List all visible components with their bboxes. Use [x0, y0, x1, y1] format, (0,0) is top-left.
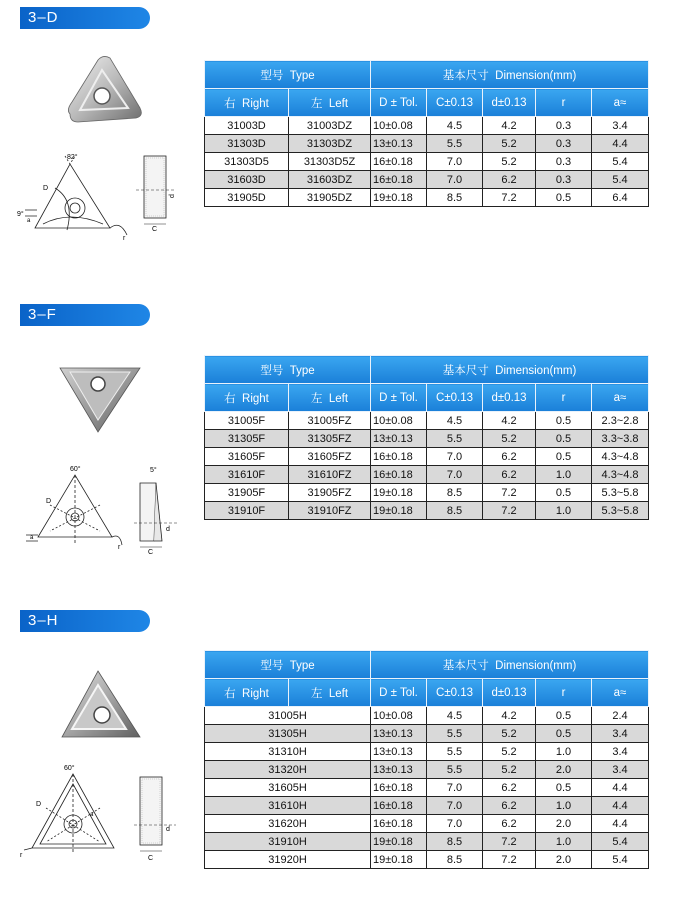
cell: 8.5	[427, 502, 483, 520]
cell: 7.0	[427, 779, 483, 797]
c-label: C	[148, 549, 154, 555]
table-row	[205, 851, 649, 869]
d-label: d	[166, 526, 170, 533]
col-a-header: a≈	[592, 384, 649, 412]
cell: 5.2	[483, 743, 536, 761]
col-r-header: r	[536, 679, 592, 707]
cell: 0.5	[536, 448, 592, 466]
cell: 5.5	[427, 761, 483, 779]
left-header: 左 Left	[289, 89, 371, 117]
cell: 7.0	[427, 171, 483, 189]
table-row	[205, 484, 649, 502]
cell: 4.4	[592, 815, 649, 833]
cell: 10±0.08	[371, 707, 427, 725]
col-a-header: a≈	[592, 679, 649, 707]
cell: 31303DZ	[289, 135, 371, 153]
cell: 19±0.18	[371, 189, 427, 207]
cell: 7.0	[427, 466, 483, 484]
spec-table-3d	[204, 60, 649, 207]
cell: 3.3~3.8	[592, 430, 649, 448]
cell: 4.3~4.8	[592, 448, 649, 466]
cell: 31910FZ	[289, 502, 371, 520]
dimension-header: 基本尺寸 Dimension(mm)	[371, 651, 649, 679]
cell: 31305H	[205, 725, 371, 743]
right-header: 右 Right	[205, 384, 289, 412]
cell: 5.2	[483, 153, 536, 171]
cell: 5.5	[427, 725, 483, 743]
col-c-header: C±0.13	[427, 89, 483, 117]
cell: 3.4	[592, 761, 649, 779]
left-header: 左 Left	[289, 384, 371, 412]
section-3h	[0, 605, 675, 899]
cell: 7.2	[483, 189, 536, 207]
cell: 5.2	[483, 430, 536, 448]
cell: 4.4	[592, 135, 649, 153]
cell: 6.2	[483, 171, 536, 189]
cell: 31610H	[205, 797, 371, 815]
col-dd-header: d±0.13	[483, 89, 536, 117]
cell: 31620H	[205, 815, 371, 833]
cell: 4.3~4.8	[592, 466, 649, 484]
cell: 31610F	[205, 466, 289, 484]
spec-table-3f	[204, 355, 649, 520]
cell: 3.4	[592, 743, 649, 761]
cell: 31605F	[205, 448, 289, 466]
r-label: r	[123, 235, 126, 242]
type-header: 型号 Type	[205, 61, 371, 89]
table-row	[205, 135, 649, 153]
r-label: r	[118, 544, 121, 551]
cell: 16±0.18	[371, 171, 427, 189]
col-d-header: D ± Tol.	[371, 384, 427, 412]
cell: 13±0.13	[371, 725, 427, 743]
a-label: a	[27, 218, 31, 224]
section-tag: 3–F	[20, 304, 150, 326]
cell: 1.0	[536, 833, 592, 851]
cell: 4.5	[427, 412, 483, 430]
cell: 31005FZ	[289, 412, 371, 430]
dimension-header: 基本尺寸 Dimension(mm)	[371, 61, 649, 89]
table-row	[205, 448, 649, 466]
cell: 0.5	[536, 189, 592, 207]
cell: 6.2	[483, 466, 536, 484]
cell: 4.2	[483, 117, 536, 135]
r-label: r	[20, 852, 23, 859]
cell: 7.2	[483, 502, 536, 520]
table-row	[205, 815, 649, 833]
cell: 1.0	[536, 743, 592, 761]
cell: 13±0.13	[371, 430, 427, 448]
cell: 6.2	[483, 797, 536, 815]
diameter-label: D	[46, 498, 52, 505]
table-row	[205, 833, 649, 851]
cell: 5.5	[427, 135, 483, 153]
cell: 0.5	[536, 412, 592, 430]
cell: 31005H	[205, 707, 371, 725]
cell: 2.3~2.8	[592, 412, 649, 430]
col-r-header: r	[536, 89, 592, 117]
cell: 2.4	[592, 707, 649, 725]
cell: 31910F	[205, 502, 289, 520]
col-a-header: a≈	[592, 89, 649, 117]
table-row	[205, 412, 649, 430]
cell: 31003D	[205, 117, 289, 135]
col-d-header: D ± Tol.	[371, 89, 427, 117]
cell: 3.4	[592, 117, 649, 135]
cell: 4.4	[592, 797, 649, 815]
cell: 31305FZ	[289, 430, 371, 448]
cell: 19±0.18	[371, 851, 427, 869]
cell: 7.0	[427, 448, 483, 466]
left-header: 左 Left	[289, 679, 371, 707]
cell: 5.4	[592, 833, 649, 851]
c-label: C	[152, 226, 158, 232]
cell: 31310H	[205, 743, 371, 761]
table-row	[205, 153, 649, 171]
table-row	[205, 707, 649, 725]
cell: 31303D	[205, 135, 289, 153]
cell: 16±0.18	[371, 153, 427, 171]
cell: 8.5	[427, 484, 483, 502]
cell: 13±0.13	[371, 135, 427, 153]
col-c-header: C±0.13	[427, 384, 483, 412]
side-view-3h	[132, 773, 182, 863]
cell: 13±0.13	[371, 743, 427, 761]
cell: 0.5	[536, 707, 592, 725]
cell: 5.2	[483, 135, 536, 153]
section-tag: 3–H	[20, 610, 150, 632]
cell: 5.2	[483, 725, 536, 743]
cell: 7.0	[427, 153, 483, 171]
col-r-header: r	[536, 384, 592, 412]
table-row	[205, 502, 649, 520]
cell: 31910H	[205, 833, 371, 851]
cell: 31905FZ	[289, 484, 371, 502]
cell: 31605H	[205, 779, 371, 797]
cell: 0.5	[536, 484, 592, 502]
cell: 7.2	[483, 851, 536, 869]
type-header: 型号 Type	[205, 356, 371, 384]
cell: 31920H	[205, 851, 371, 869]
drawing-3h	[18, 760, 148, 860]
dimension-header: 基本尺寸 Dimension(mm)	[371, 356, 649, 384]
col-dd-header: d±0.13	[483, 384, 536, 412]
cell: 16±0.18	[371, 779, 427, 797]
cell: 10±0.08	[371, 412, 427, 430]
table-row	[205, 761, 649, 779]
cell: 2.0	[536, 761, 592, 779]
table-row	[205, 725, 649, 743]
cell: 16±0.18	[371, 815, 427, 833]
right-header: 右 Right	[205, 679, 289, 707]
type-header: 型号 Type	[205, 651, 371, 679]
col-dd-header: d±0.13	[483, 679, 536, 707]
table-row	[205, 743, 649, 761]
cell: 31603D	[205, 171, 289, 189]
side-angle-label: 5°	[150, 467, 157, 474]
cell: 8.5	[427, 833, 483, 851]
cell: 31603DZ	[289, 171, 371, 189]
cell: 2.0	[536, 851, 592, 869]
cell: 3.4	[592, 725, 649, 743]
cell: 19±0.18	[371, 833, 427, 851]
cell: 6.4	[592, 189, 649, 207]
cell: 7.0	[427, 815, 483, 833]
cell: 8.5	[427, 851, 483, 869]
cell: 7.0	[427, 797, 483, 815]
right-header: 右 Right	[205, 89, 289, 117]
insert-image-3f	[58, 360, 148, 435]
table-row	[205, 189, 649, 207]
c-label: C	[148, 855, 154, 862]
cell: 6.2	[483, 815, 536, 833]
cell: 4.5	[427, 117, 483, 135]
cell: 1.0	[536, 797, 592, 815]
table-row	[205, 117, 649, 135]
cell: 31303D5	[205, 153, 289, 171]
table-row	[205, 797, 649, 815]
section-3f	[0, 300, 675, 570]
cell: 2.0	[536, 815, 592, 833]
cell: 31003DZ	[289, 117, 371, 135]
cell: 7.2	[483, 833, 536, 851]
side-angle-label: 9°	[17, 211, 24, 218]
a-label: a	[30, 535, 34, 541]
cell: 0.3	[536, 135, 592, 153]
cell: 4.2	[483, 412, 536, 430]
cell: 19±0.18	[371, 502, 427, 520]
cell: 4.5	[427, 707, 483, 725]
cell: 31605FZ	[289, 448, 371, 466]
drawing-3f	[20, 465, 150, 555]
cell: 1.0	[536, 502, 592, 520]
section-tag: 3–D	[20, 7, 150, 29]
table-row	[205, 171, 649, 189]
side-view-3d	[132, 152, 182, 232]
cell: 19±0.18	[371, 484, 427, 502]
cell: 31320H	[205, 761, 371, 779]
side-view-3f	[132, 465, 182, 555]
cell: 31005F	[205, 412, 289, 430]
insert-image-3h	[60, 665, 150, 745]
cell: 5.4	[592, 153, 649, 171]
cell: 16±0.18	[371, 466, 427, 484]
cell: 8.5	[427, 189, 483, 207]
cell: 16±0.18	[371, 448, 427, 466]
cell: 5.4	[592, 171, 649, 189]
cell: 0.3	[536, 117, 592, 135]
cell: 5.3~5.8	[592, 502, 649, 520]
cell: 1.0	[536, 466, 592, 484]
cell: 31905DZ	[289, 189, 371, 207]
cell: 31610FZ	[289, 466, 371, 484]
cell: 6.2	[483, 779, 536, 797]
cell: 31303D5Z	[289, 153, 371, 171]
diameter-label: D	[36, 801, 42, 808]
cell: 5.5	[427, 743, 483, 761]
cell: 0.3	[536, 153, 592, 171]
angle-label: 60°	[70, 466, 81, 473]
cell: 5.3~5.8	[592, 484, 649, 502]
section-3d	[0, 0, 675, 260]
table-row	[205, 779, 649, 797]
cell: 16±0.18	[371, 797, 427, 815]
d-label: d	[169, 194, 176, 198]
diameter-label: D	[43, 185, 49, 192]
table-row	[205, 430, 649, 448]
insert-image-3d	[58, 52, 148, 132]
cell: 0.5	[536, 779, 592, 797]
a-label: a	[90, 812, 94, 818]
cell: 6.2	[483, 448, 536, 466]
angle-label: 60°	[64, 765, 75, 772]
cell: 0.3	[536, 171, 592, 189]
cell: 10±0.08	[371, 117, 427, 135]
cell: 5.2	[483, 761, 536, 779]
cell: 4.2	[483, 707, 536, 725]
cell: 13±0.13	[371, 761, 427, 779]
angle-label: 82°	[67, 154, 78, 161]
drawing-3d	[15, 150, 145, 245]
col-d-header: D ± Tol.	[371, 679, 427, 707]
cell: 0.5	[536, 725, 592, 743]
spec-table-3h	[204, 650, 649, 869]
col-c-header: C±0.13	[427, 679, 483, 707]
cell: 4.4	[592, 779, 649, 797]
cell: 5.5	[427, 430, 483, 448]
cell: 31905D	[205, 189, 289, 207]
table-row	[205, 466, 649, 484]
d-label: d	[166, 826, 170, 833]
cell: 5.4	[592, 851, 649, 869]
cell: 31905F	[205, 484, 289, 502]
cell: 0.5	[536, 430, 592, 448]
cell: 7.2	[483, 484, 536, 502]
cell: 31305F	[205, 430, 289, 448]
